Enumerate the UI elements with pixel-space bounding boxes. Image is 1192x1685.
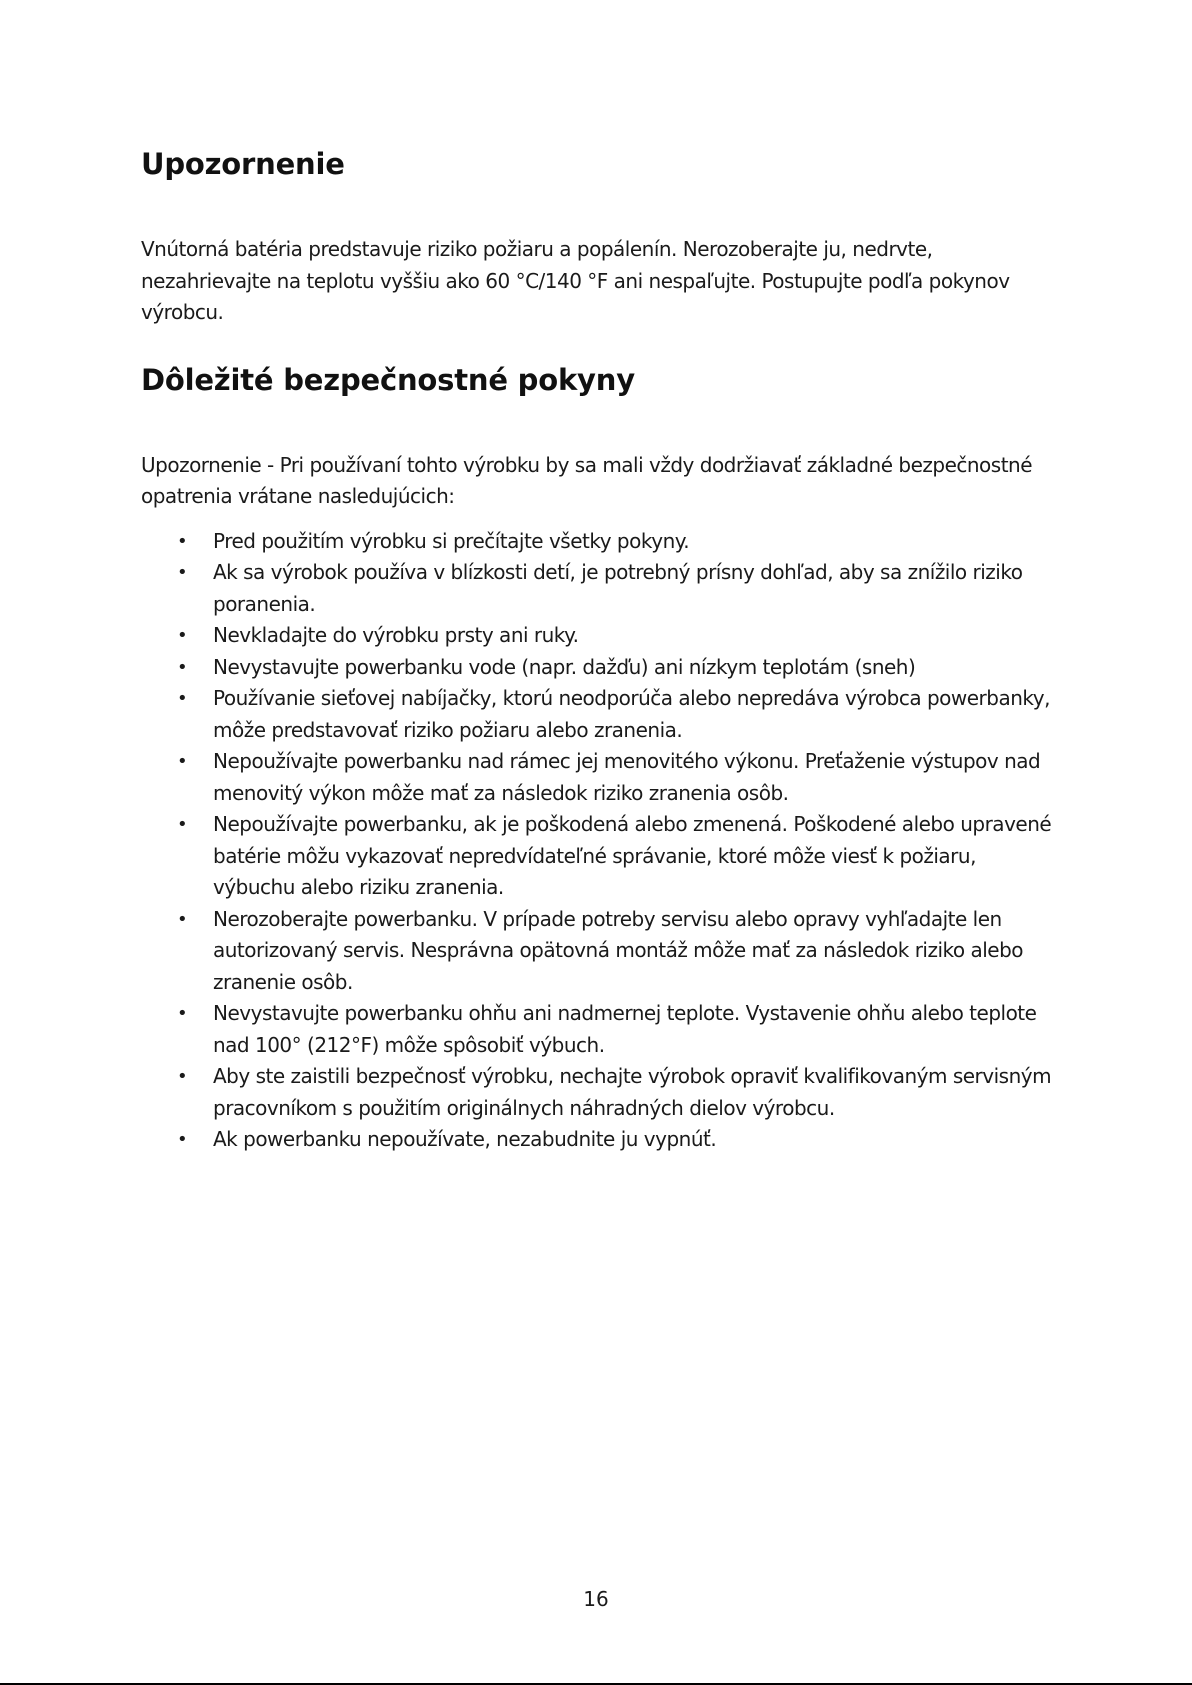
bullet-icon: • bbox=[177, 814, 188, 835]
bullet-icon: • bbox=[177, 1066, 188, 1087]
warning-paragraph: Vnútorná batéria predstavuje riziko požiaru a popálenín. Nerozoberajte ju, nedrvte, nezahrievajte na teplotu vyššiu ako 60 °C/140 °F ani nespaľujte. Postupujte podľa pokynov výrobcu. bbox=[141, 237, 1010, 324]
bullet-icon: • bbox=[177, 688, 188, 709]
safety-bullet-list bbox=[141, 526, 1061, 1156]
bullet-icon: • bbox=[177, 625, 188, 646]
bullet-icon: • bbox=[177, 1003, 188, 1024]
list-item-text: Ak powerbanku nepoužívate, nezabudnite ju vypnúť. bbox=[213, 1127, 717, 1151]
page-number: 16 bbox=[583, 1587, 609, 1611]
list-item-text: Nevystavujte powerbanku vode (napr. dažďu) ani nízkym teplotám (sneh) bbox=[213, 654, 916, 679]
list-item-text: Nevkladajte do výrobku prsty ani ruky. bbox=[213, 623, 579, 647]
list-item-text: Nepoužívajte powerbanku nad rámec jej menovitého výkonu. Preťaženie výstupov nad menovitý výkon môže mať za následok riziko zranenia osôb. bbox=[213, 749, 1041, 805]
list-item-text: Nerozoberajte powerbanku. V prípade potreby servisu alebo opravy vyhľadajte len autorizovaný servis. Nesprávna opätovná montáž môže mať za následok riziko alebo zranenie osôb. bbox=[213, 906, 1024, 994]
list-item bbox=[141, 526, 1061, 558]
list-item bbox=[141, 652, 1061, 684]
bullet-icon: • bbox=[177, 562, 188, 583]
heading-warning: Upozornenie bbox=[141, 147, 345, 181]
list-item bbox=[141, 746, 1061, 809]
intro-paragraph: Upozornenie - Pri používaní tohto výrobku by sa mali vždy dodržiavať základné bezpečnostné opatrenia vrátane nasledujúcich: bbox=[141, 452, 1033, 508]
list-item-text: Ak sa výrobok používa v blízkosti detí, je potrebný prísny dohľad, aby sa znížilo riziko poranenia. bbox=[213, 560, 1023, 616]
list-item bbox=[141, 1124, 1061, 1156]
heading-safety-instructions: Dôležité bezpečnostné pokyny bbox=[141, 362, 635, 397]
bullet-icon: • bbox=[177, 656, 188, 678]
list-item-text: Používanie sieťovej nabíjačky, ktorú neodporúča alebo nepredáva výrobca powerbanky, môže predstavovať riziko požiaru alebo zranenia. bbox=[213, 686, 1050, 742]
list-item bbox=[141, 1061, 1061, 1124]
list-item-text: Aby ste zaistili bezpečnosť výrobku, nechajte výrobok opraviť kvalifikovaným servisným pracovníkom s použitím originálnych náhradných dielov výrobcu. bbox=[213, 1064, 1052, 1120]
list-item bbox=[141, 809, 1061, 904]
page-content bbox=[141, 140, 1061, 1156]
list-item-text: Nevystavujte powerbanku ohňu ani nadmernej teplote. Vystavenie ohňu alebo teplote nad 100° (212°F) môže spôsobiť výbuch. bbox=[213, 1001, 1037, 1057]
list-item bbox=[141, 557, 1061, 620]
bullet-icon: • bbox=[177, 908, 188, 930]
list-item bbox=[141, 620, 1061, 652]
list-item bbox=[141, 998, 1061, 1061]
list-item bbox=[141, 683, 1061, 746]
bullet-icon: • bbox=[177, 1129, 188, 1150]
list-item-text: Nepoužívajte powerbanku, ak je poškodená alebo zmenená. Poškodené alebo upravené batérie môžu vykazovať nepredvídateľné správanie, ktoré môže viesť k požiaru, výbuchu alebo riziku zranenia. bbox=[213, 812, 1052, 899]
bullet-icon: • bbox=[177, 751, 188, 772]
list-item bbox=[141, 904, 1061, 999]
list-item-text: Pred použitím výrobku si prečítajte všetky pokyny. bbox=[213, 528, 690, 553]
bullet-icon: • bbox=[177, 530, 188, 552]
